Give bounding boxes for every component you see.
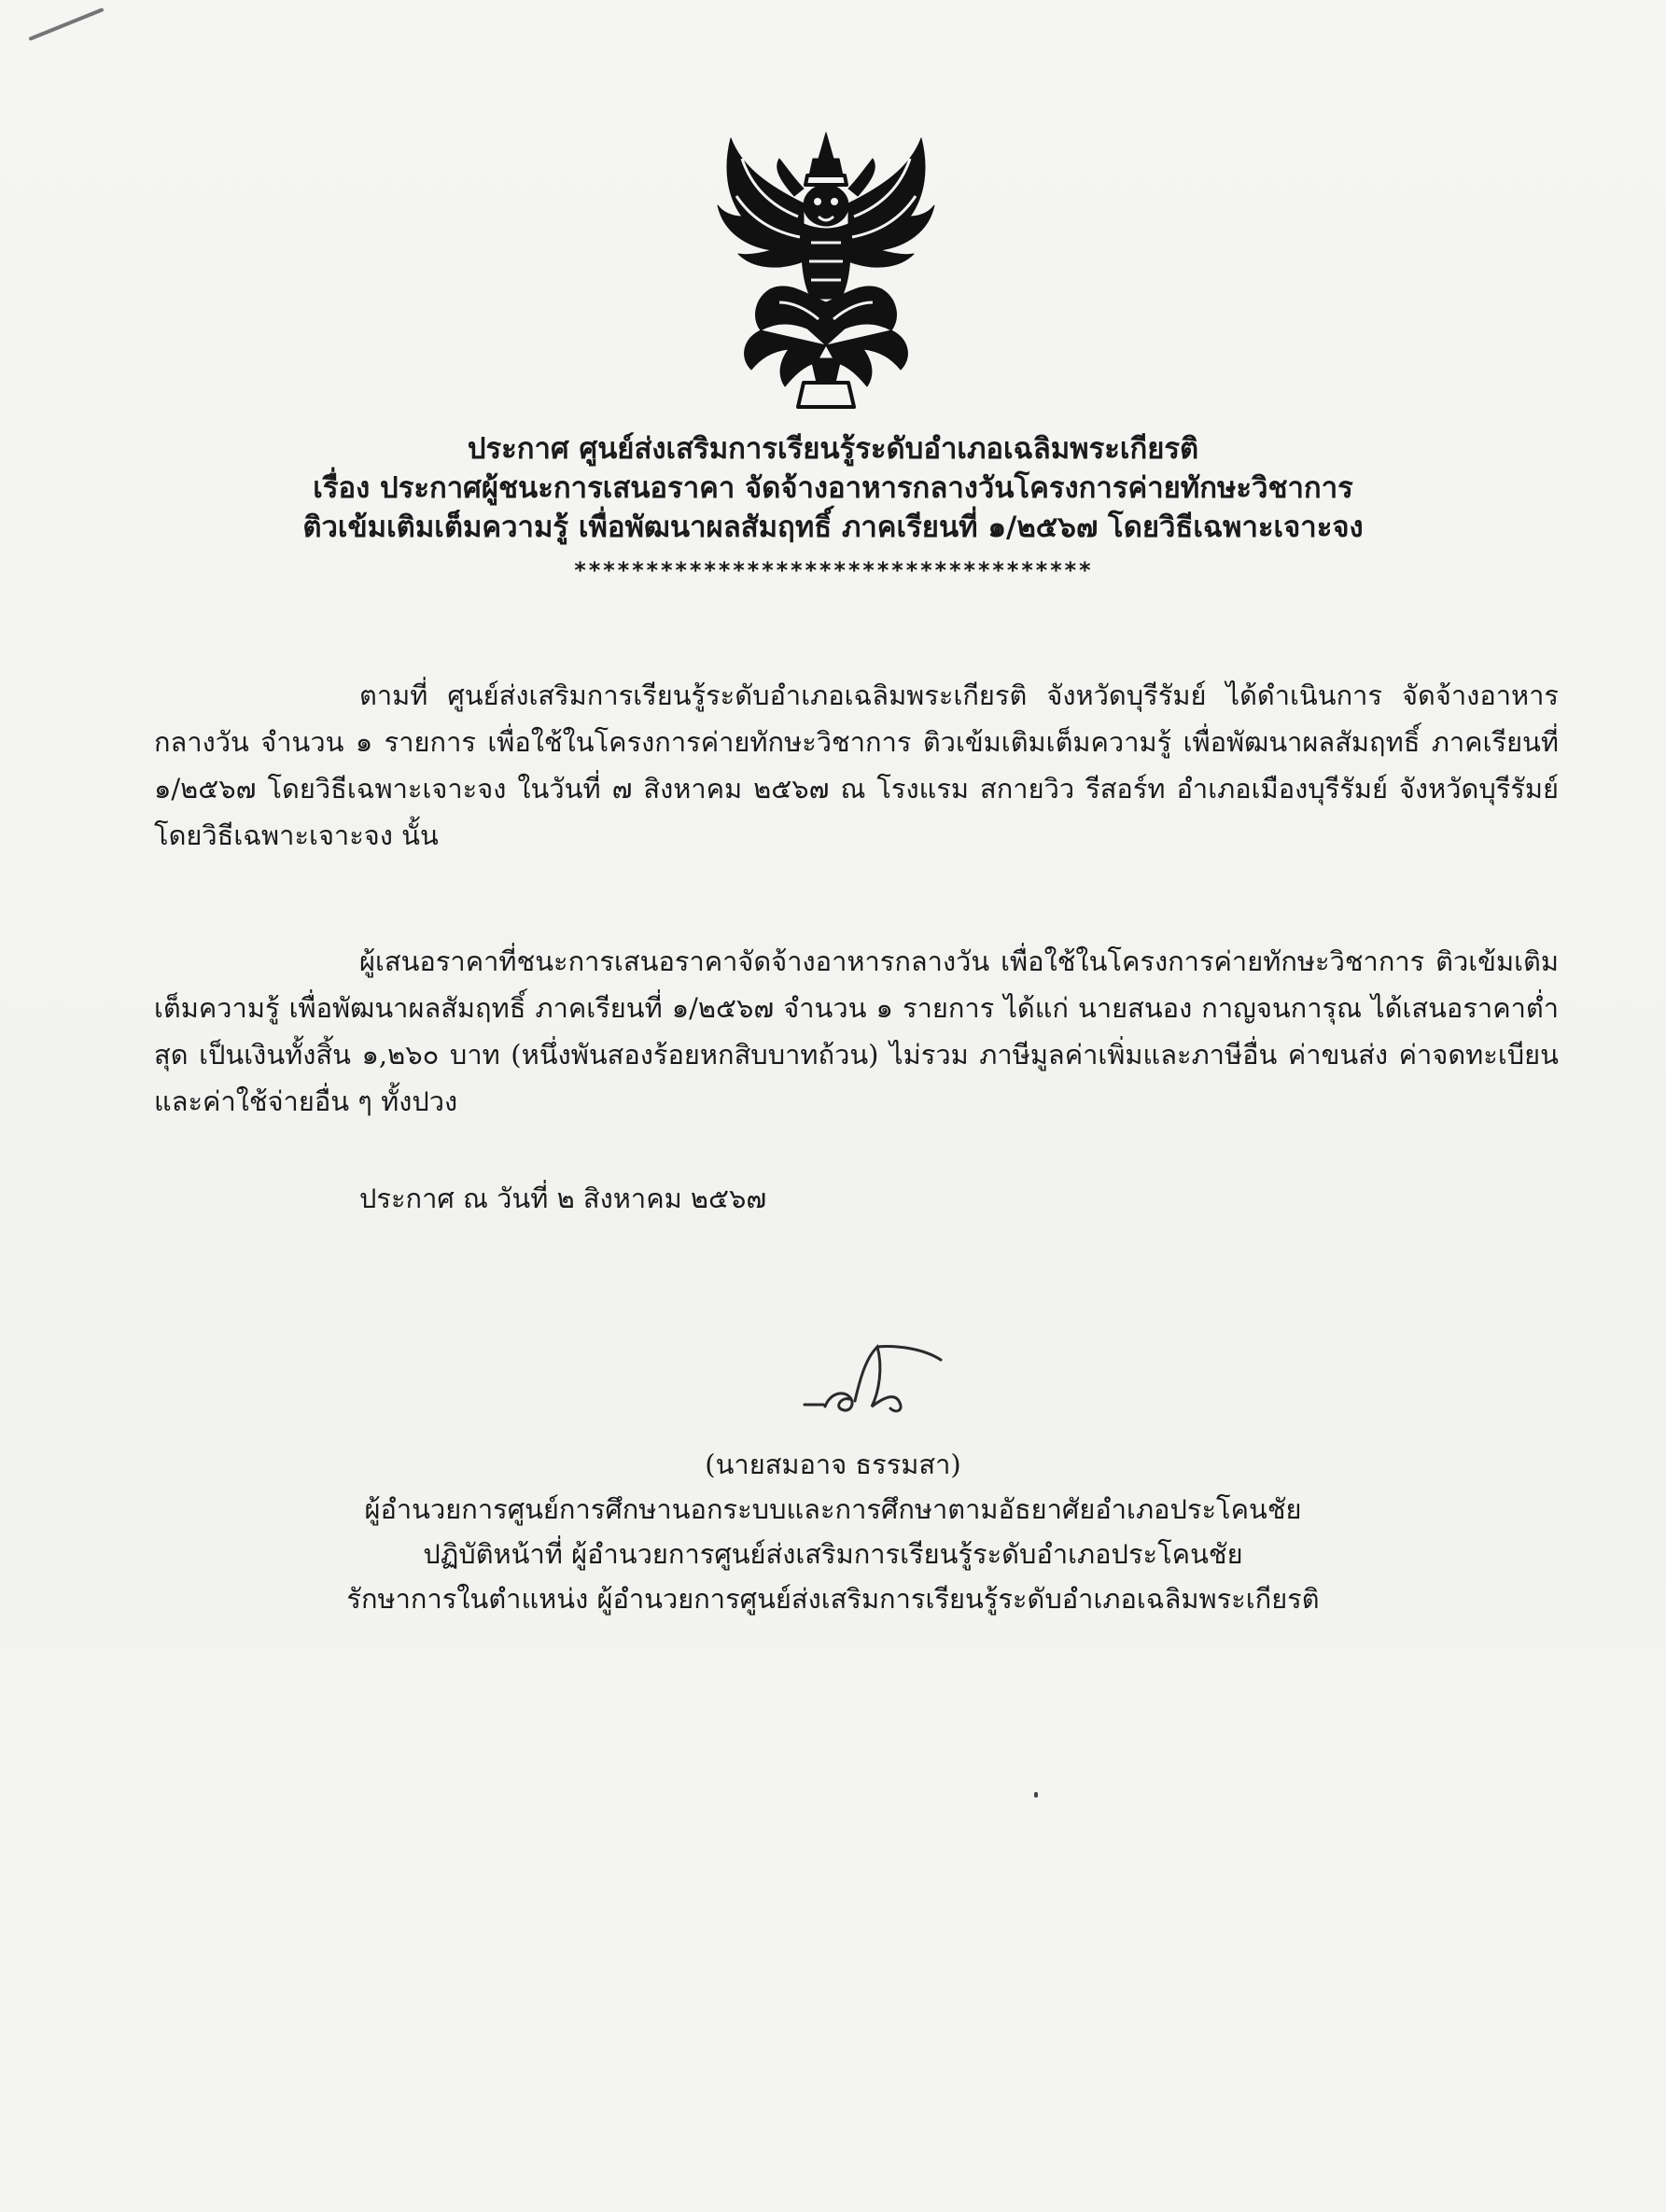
- header-title: ประกาศ ศูนย์ส่งเสริมการเรียนรู้ระดับอำเภอเฉลิมพระเกียรติ: [467, 432, 1199, 466]
- garuda-emblem-icon: [714, 131, 938, 411]
- stray-mark: [1034, 1792, 1038, 1798]
- paragraph-1: ตามที่ ศูนย์ส่งเสริมการเรียนรู้ระดับอำเภอเฉลิมพระเกียรติ จังหวัดบุรีรัมย์ ได้ดำเนินการ จัดจ้างอาหารกลางวัน จำนวน ๑ รายการ เพื่อใช้ในโครงการค่ายทักษะวิชาการ ติวเข้มเติมเต็มความรู้ เพื่อพัฒนาผลสัมฤทธิ์ ภาคเรียนที่ ๑/๒๕๖๗ โดยวิธีเฉพาะเจาะจง ในวันที่ ๗ สิงหาคม ๒๕๖๗ ณ โรงแรม สกายวิว รีสอร์ท อำเภอเมืองบุรีรัมย์ จังหวัดบุรีรัมย์ โดยวิธีเฉพาะเจาะจง นั้น: [154, 679, 1559, 851]
- header-subject: เรื่อง ประกาศผู้ชนะการเสนอราคา จัดจ้างอาหารกลางวันโครงการค่ายทักษะวิชาการ: [313, 471, 1353, 505]
- announcement-header: [0, 429, 1666, 590]
- announcement-date: ประกาศ ณ วันที่ ๒ สิงหาคม ๒๕๖๗: [359, 1183, 767, 1214]
- signer-name: (นายสมอาจ ธรรมสา): [705, 1449, 961, 1480]
- header-divider: ************************************: [573, 557, 1093, 583]
- signer-position-1: ผู้อำนวยการศูนย์การศึกษานอกระบบและการศึกษาตามอัธยาศัยอำเภอประโคนชัย: [364, 1493, 1302, 1525]
- header-subject-continued: ติวเข้มเติมเต็มความรู้ เพื่อพัฒนาผลสัมฤทธิ์ ภาคเรียนที่ ๑/๒๕๖๗ โดยวิธีเฉพาะเจาะจง: [302, 511, 1364, 544]
- pen-mark: [28, 7, 104, 41]
- paragraph-2: ผู้เสนอราคาที่ชนะการเสนอราคาจัดจ้างอาหารกลางวัน เพื่อใช้ในโครงการค่ายทักษะวิชาการ ติวเข้มเติมเต็มความรู้ เพื่อพัฒนาผลสัมฤทธิ์ ภาคเรียนที่ ๑/๒๕๖๗ จำนวน ๑ รายการ ได้แก่ นายสนอง กาญจนการุณ ได้เสนอราคาต่ำสุด เป็นเงินทั้งสิ้น ๑,๒๖๐ บาท (หนึ่งพันสองร้อยหกสิบบาทถ้วน) ไม่รวม ภาษีมูลค่าเพิ่มและภาษีอื่น ค่าขนส่ง ค่าจดทะเบียน และค่าใช้จ่ายอื่น ๆ ทั้งปวง: [154, 945, 1559, 1117]
- signer-position-2: ปฏิบัติหน้าที่ ผู้อำนวยการศูนย์ส่งเสริมการเรียนรู้ระดับอำเภอประโคนชัย: [423, 1538, 1243, 1570]
- signer-block: [0, 1442, 1666, 1621]
- signer-position-3: รักษาการในตำแหน่ง ผู้อำนวยการศูนย์ส่งเสริมการเรียนรู้ระดับอำเภอเฉลิมพระเกียรติ: [346, 1583, 1320, 1615]
- handwritten-signature: [803, 1339, 943, 1423]
